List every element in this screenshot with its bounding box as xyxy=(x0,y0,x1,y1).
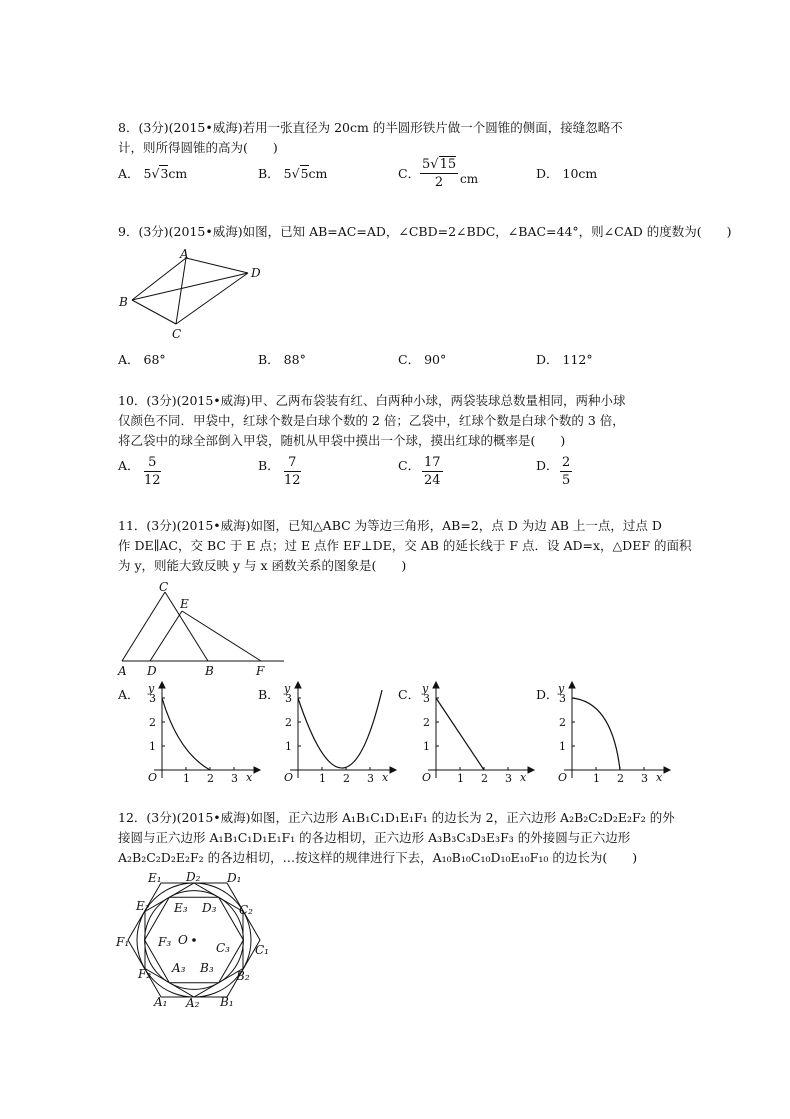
q10-option-d-label[interactable]: D． xyxy=(536,458,559,473)
q12-stem-line3: A₂B₂C₂D₂E₂F₂ 的各边相切，…按这样的规律进行下去，A₁₀B₁₀C₁₀D₁₀E₁₀F₁₀ 的边长为( ) xyxy=(118,850,638,865)
segment-bc xyxy=(132,300,176,324)
coef: 5 xyxy=(283,166,292,181)
label-f1: F₁ xyxy=(116,935,130,949)
svg-text:2: 2 xyxy=(481,772,488,785)
q8-option-c-label[interactable]: C． xyxy=(398,166,421,181)
q12-nested-hexagons-figure xyxy=(114,868,284,1010)
label-e2: E₂ xyxy=(136,899,150,913)
q11-stem-line1: 11．(3分)(2015•威海)如图，已知△ABC 为等边三角形，AB=2，点 D 为边 AB 上一点，过点 D xyxy=(118,518,662,533)
svg-text:3: 3 xyxy=(641,772,648,785)
curve xyxy=(298,690,382,768)
q12-stem-line1: 12．(3分)(2015•威海)如图，正六边形 A₁B₁C₁D₁E₁F₁ 的边长为 2，正六边形 A₂B₂C₂D₂E₂F₂ 的外 xyxy=(118,810,675,825)
q10-option-a-fraction[interactable]: 5 12 xyxy=(144,455,161,488)
q8-option-c-fraction[interactable] xyxy=(420,156,458,192)
q10-stem-line3: 将乙袋中的球全部倒入甲袋，随机从甲袋中摸出一个球，摸出红球的概率是( ) xyxy=(118,433,566,448)
sqrt-sign: √ xyxy=(291,166,300,181)
q8-option-c-unit: cm xyxy=(460,172,479,186)
curve xyxy=(162,698,210,770)
label-a1: A₁ xyxy=(154,995,168,1009)
svg-text:3: 3 xyxy=(149,692,156,705)
svg-text:O: O xyxy=(148,771,158,784)
svg-text:3: 3 xyxy=(505,772,512,785)
label-d3: D₃ xyxy=(202,901,217,915)
segment-cd xyxy=(176,273,248,324)
svg-text:x: x xyxy=(382,771,389,784)
svg-text:1: 1 xyxy=(457,772,464,785)
q10-option-a-label[interactable]: A． xyxy=(118,458,140,473)
segment-ac xyxy=(176,258,186,324)
segment-de xyxy=(150,611,182,661)
q11-option-a-label[interactable]: A． xyxy=(118,687,140,702)
label-o: O xyxy=(178,933,188,947)
q11-triangle-figure xyxy=(116,580,288,678)
radicand: 15 xyxy=(439,157,457,172)
svg-text:x: x xyxy=(246,771,253,784)
label-a2: A₂ xyxy=(186,996,200,1010)
q11-option-b-graph[interactable] xyxy=(278,682,396,785)
point-d-label: D xyxy=(251,266,261,280)
svg-text:1: 1 xyxy=(593,772,600,785)
point-b-label: B xyxy=(119,295,128,309)
svg-text:2: 2 xyxy=(207,772,214,785)
svg-text:3: 3 xyxy=(367,772,374,785)
q8-stem-line2: 计，则所得圆锥的高为( ) xyxy=(118,140,278,155)
q10-option-c-label[interactable]: C． xyxy=(398,458,421,473)
svg-text:3: 3 xyxy=(559,692,566,705)
unit: cm xyxy=(168,166,188,181)
option-label: B． xyxy=(258,166,280,181)
coef: 5 xyxy=(143,166,152,181)
label-c1: C₁ xyxy=(255,943,269,957)
q8-option-a[interactable] xyxy=(118,164,187,182)
svg-text:x: x xyxy=(520,771,527,784)
center-dot xyxy=(192,938,196,942)
radicand: 5 xyxy=(300,166,309,181)
sqrt-sign: √ xyxy=(151,166,160,181)
svg-text:y: y xyxy=(148,682,155,695)
sqrt-sign: √ xyxy=(430,157,439,172)
point-f-label: F xyxy=(256,664,265,678)
option-text: 10cm xyxy=(562,166,598,181)
point-e-label: E xyxy=(180,597,189,611)
svg-text:1: 1 xyxy=(285,740,292,753)
q11-option-b-label[interactable]: B． xyxy=(258,687,280,702)
q10-option-b-label[interactable]: B． xyxy=(258,458,280,473)
q9-quadrilateral-figure xyxy=(116,246,266,342)
label-b1: B₁ xyxy=(220,995,234,1009)
q10-option-d-fraction[interactable]: 2 5 xyxy=(562,455,571,488)
svg-text:2: 2 xyxy=(149,716,156,729)
label-e1: E₁ xyxy=(148,871,162,885)
q11-option-a-graph[interactable] xyxy=(142,682,260,785)
q9-stem-line1: 9．(3分)(2015•威海)如图，已知 AB=AC=AD，∠CBD=2∠BDC，∠BAC=44°，则∠CAD 的度数为( ) xyxy=(118,224,732,239)
point-a-label: A xyxy=(118,664,127,678)
point-c-label: C xyxy=(172,327,182,341)
q8-stem-line1: 8．(3分)(2015•威海)若用一张直径为 20cm 的半圆形铁片做一个圆锥的侧面，接缝忽略不 xyxy=(118,120,623,135)
q11-option-c-label[interactable]: C． xyxy=(398,687,421,702)
q10-stem-line1: 10．(3分)(2015•威海)甲、乙两布袋装有红、白两种小球，两袋装球总数量相同，两种小球 xyxy=(118,393,626,408)
curve xyxy=(436,698,484,770)
curve xyxy=(572,698,620,770)
label-f2: F₂ xyxy=(138,967,152,981)
radicand: 3 xyxy=(160,166,169,181)
label-c3: C₃ xyxy=(216,941,230,955)
svg-text:O: O xyxy=(284,771,294,784)
svg-text:2: 2 xyxy=(423,716,430,729)
segment-ef xyxy=(182,611,261,661)
denominator: 2 xyxy=(434,175,444,190)
unit: cm xyxy=(308,166,328,181)
q10-stem-line2: 仅颜色不同．甲袋中，红球个数是白球个数的 2 倍；乙袋中，红球个数是白球个数的 3 倍， xyxy=(118,413,625,428)
q12-stem-line2: 接圆与正六边形 A₁B₁C₁D₁E₁F₁ 的各边相切，正六边形 A₃B₃C₃D₃E₃F₃ 的外接圆与正六边形 xyxy=(118,830,631,845)
label-b2: B₂ xyxy=(236,969,250,983)
q11-option-d-label[interactable]: D． xyxy=(536,687,559,702)
q8-option-d[interactable] xyxy=(536,164,597,182)
label-b3: B₃ xyxy=(200,961,214,975)
q11-stem-line3: 为 y，则能大致反映 y 与 x 函数关系的图象是( ) xyxy=(118,558,407,573)
svg-text:1: 1 xyxy=(183,772,190,785)
q11-option-d-graph[interactable] xyxy=(552,682,670,785)
svg-text:3: 3 xyxy=(231,772,238,785)
svg-text:2: 2 xyxy=(285,716,292,729)
svg-text:1: 1 xyxy=(559,740,566,753)
q9-option-d[interactable]: D． 112° xyxy=(536,352,593,367)
option-label: A． xyxy=(118,166,140,181)
label-a3: A₃ xyxy=(172,961,186,975)
svg-text:2: 2 xyxy=(617,772,624,785)
label-e3: E₃ xyxy=(174,901,188,915)
q11-stem-line2: 作 DE∥AC，交 BC 于 E 点；过 E 点作 EF⊥DE，交 AB 的延长线于 F 点．设 AD=x，△DEF 的面积 xyxy=(118,538,692,553)
coef: 5 xyxy=(422,157,431,172)
svg-text:1: 1 xyxy=(319,772,326,785)
svg-text:x: x xyxy=(656,771,663,784)
svg-text:2: 2 xyxy=(559,716,566,729)
option-label: D． xyxy=(536,166,559,181)
point-d-label: D xyxy=(147,664,157,678)
svg-text:y: y xyxy=(558,682,565,695)
point-c-label: C xyxy=(159,580,169,594)
q10-option-c-fraction[interactable]: 17 24 xyxy=(424,455,441,488)
q8-option-b[interactable] xyxy=(258,164,327,182)
label-c2: C₂ xyxy=(239,903,253,917)
q10-option-b-fraction[interactable]: 7 12 xyxy=(284,455,301,488)
svg-text:y: y xyxy=(422,682,429,695)
label-d2: D₂ xyxy=(186,870,201,884)
svg-text:1: 1 xyxy=(149,740,156,753)
point-a-label: A xyxy=(180,247,189,261)
svg-text:y: y xyxy=(284,682,291,695)
segment-ad xyxy=(186,258,248,273)
q9-option-b[interactable]: B． 88° xyxy=(258,352,306,367)
svg-text:1: 1 xyxy=(423,740,430,753)
svg-text:3: 3 xyxy=(423,692,430,705)
point-b-label: B xyxy=(205,664,214,678)
svg-text:O: O xyxy=(422,771,432,784)
segment-ac xyxy=(122,592,165,661)
q11-option-c-graph[interactable] xyxy=(416,682,534,785)
label-d1: D₁ xyxy=(227,871,242,885)
svg-text:3: 3 xyxy=(285,692,292,705)
svg-text:O: O xyxy=(558,771,568,784)
q9-option-a[interactable]: A． 68° xyxy=(118,352,166,367)
svg-text:2: 2 xyxy=(343,772,350,785)
label-f3: F₃ xyxy=(158,935,172,949)
q9-option-c[interactable]: C． 90° xyxy=(398,352,447,367)
